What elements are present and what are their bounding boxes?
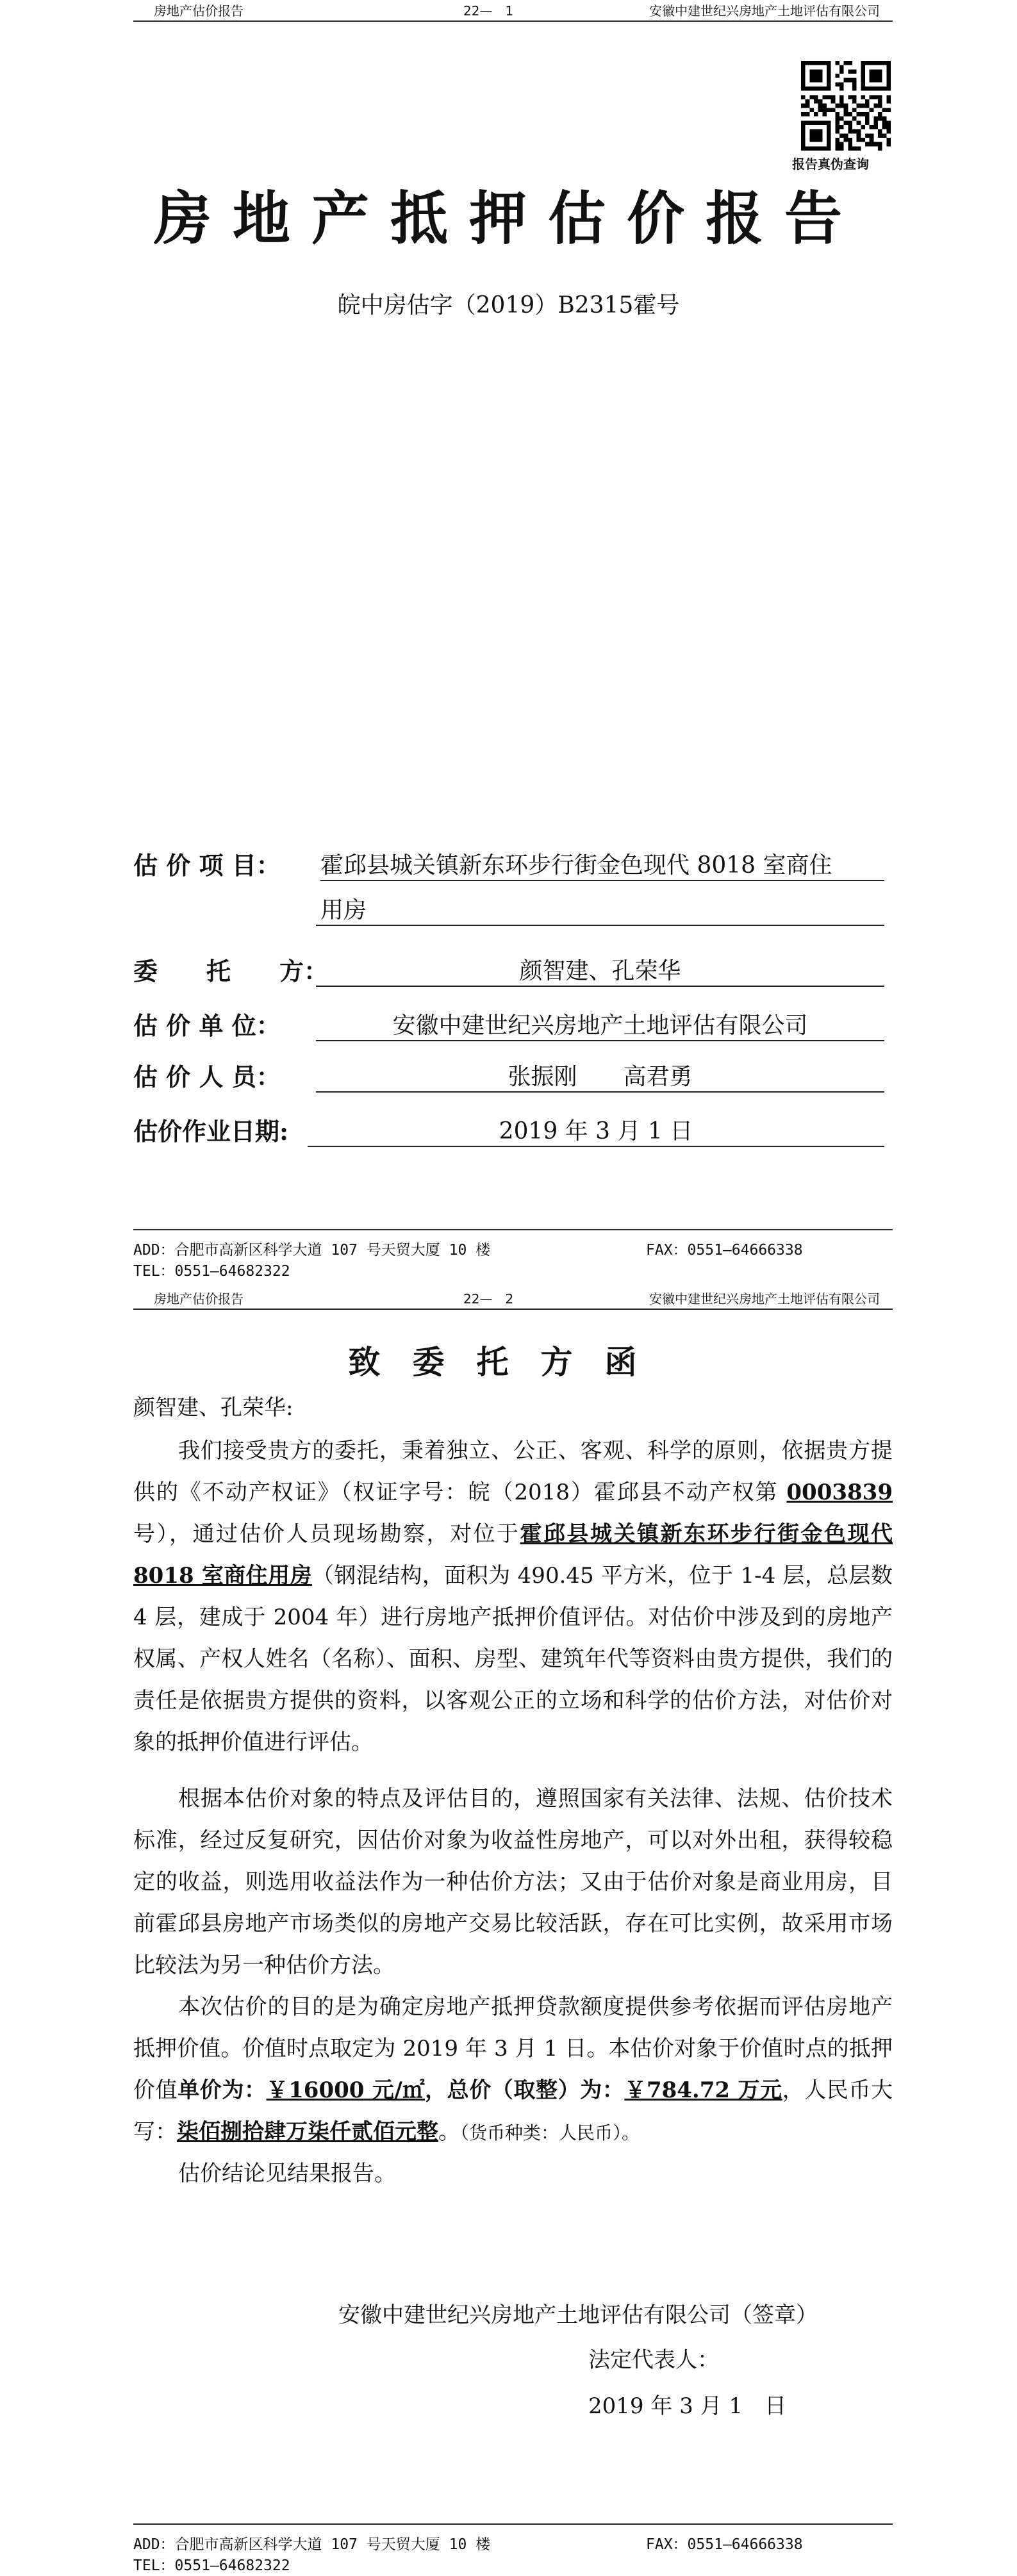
paragraph-conclusion	[133, 1986, 893, 2154]
total-price-label: ，总价（取整）为：	[425, 2077, 625, 2103]
legal-representative: 法定代表人：	[588, 2347, 719, 2373]
qr-caption: 报告真伪查询	[792, 156, 869, 172]
paragraph-text: 号），通过估价人员现场勘察，对位于	[133, 1521, 520, 1547]
certificate-number: 0003839	[786, 1480, 893, 1505]
footer-phone: TEL：0551—64682322	[133, 2557, 290, 2574]
report-number: 皖中房估字（2019）B2315霍号	[337, 292, 680, 318]
total-price-in-words: 柒佰捌拾肆万柒仟贰佰元整	[177, 2119, 438, 2145]
signature-company: 安徽中建世纪兴房地产土地评估有限公司（签章）	[338, 2302, 818, 2328]
paragraph-text: 我们接受贵方的委托，秉着独立、公正、客观、科学的原则，依据贵方提供的《不动产权证》（权证字号：皖（2018）霍邱县不动产权第	[133, 1438, 893, 1505]
header-company: 安徽中建世纪兴房地产土地评估有限公司	[649, 3, 880, 19]
report-title: 房地产抵押估价报告	[154, 185, 863, 252]
project-value-line2: 用房	[316, 892, 884, 926]
page-footer	[133, 2523, 893, 2576]
page-header	[133, 0, 893, 22]
appraiser-label: 估 价 人 员：	[133, 1062, 281, 1091]
header-report-type: 房地产估价报告	[154, 1291, 244, 1307]
currency-note: （货币种类：人民币）。	[460, 2122, 640, 2143]
salutation: 颜智建、孔荣华:	[133, 1395, 294, 1421]
qr-code[interactable]	[801, 61, 891, 151]
footer-address: ADD：合肥市高新区科学大道 107 号天贸大厦 10 楼	[133, 1242, 491, 1259]
letter-to-client-page	[0, 1288, 1017, 2576]
paragraph-text: ，人民币大写：	[133, 2077, 893, 2145]
appraisal-unit-value: 安徽中建世纪兴房地产土地评估有限公司	[316, 1007, 884, 1041]
paragraph-text: （钢混结构，面积为 490.45 平方米，位于 1-4 层，总层数 4 层，建成于 2004 年）进行房地产抵押价值评估。对估价中涉及到的房地产权属、产权人姓名（名称）、面积、房型、建筑年代等资料由贵方提供，我们的责任是依据贵方提供的资料，以客观公正的立场和科学的估价方法，对估价对象的抵押价值进行评估。	[133, 1563, 893, 1755]
paragraph-commission	[133, 1430, 893, 1763]
header-page-number: 22— 2	[463, 1291, 514, 1307]
client-value: 颜智建、孔荣华	[316, 953, 884, 987]
paragraph-text: 本次估价的目的是为确定房地产抵押贷款额度提供参考依据而评估房地产抵押价值。价值时点取定为 2019 年 3 月 1 日。本估价对象于价值时点的抵押价值	[133, 1994, 893, 2103]
appraiser-value: 张振刚 高君勇	[316, 1059, 884, 1093]
paragraph-see-report: 估价结论见结果报告。	[178, 2161, 396, 2186]
footer-fax: FAX：0551—64666338	[646, 1242, 803, 1259]
property-address: 霍邱县城关镇新东环步行街金色现代 8018 室商住用房	[133, 1521, 893, 1589]
page-footer	[133, 1229, 893, 1288]
footer-address: ADD：合肥市高新区科学大道 107 号天贸大厦 10 楼	[133, 2536, 491, 2553]
unit-price: ￥16000 元/㎡	[266, 2077, 426, 2103]
unit-price-label: 单价为：	[178, 2077, 267, 2103]
paragraph-text: 。	[438, 2119, 460, 2145]
letter-title: 致委托方函	[348, 1343, 669, 1381]
footer-fax: FAX：0551—64666338	[646, 2536, 803, 2553]
work-date-value: 2019 年 3 月 1 日	[308, 1113, 884, 1147]
page-header	[133, 1288, 893, 1310]
signature-date: 2019 年 3 月 1 日	[588, 2393, 787, 2419]
total-price: ￥784.72 万元	[624, 2077, 782, 2103]
work-date-label: 估价作业日期:	[133, 1117, 289, 1146]
project-value-line1: 霍邱县城关镇新东环步行街金色现代 8018 室商住	[320, 847, 884, 881]
footer-phone: TEL：0551—64682322	[133, 1263, 290, 1280]
paragraph-methods: 根据本估价对象的特点及评估目的，遵照国家有关法律、法规、估价技术标准，经过反复研究，因估价对象为收益性房地产，可以对外出租，获得较稳定的收益，则选用收益法作为一种估价方法；又由于估价对象是商业用房，目前霍邱县房地产市场类似的房地产交易比较活跃，存在可比实例，故采用市场比较法为另一种估价方法。	[133, 1786, 893, 1978]
appraisal-unit-label: 估 价 单 位：	[133, 1011, 281, 1040]
project-label: 估 价 项 目：	[133, 851, 281, 880]
header-company: 安徽中建世纪兴房地产土地评估有限公司	[649, 1291, 880, 1307]
client-label: 委 托 方：	[133, 957, 329, 986]
header-page-number: 22— 1	[463, 3, 514, 19]
header-report-type: 房地产估价报告	[154, 3, 244, 19]
